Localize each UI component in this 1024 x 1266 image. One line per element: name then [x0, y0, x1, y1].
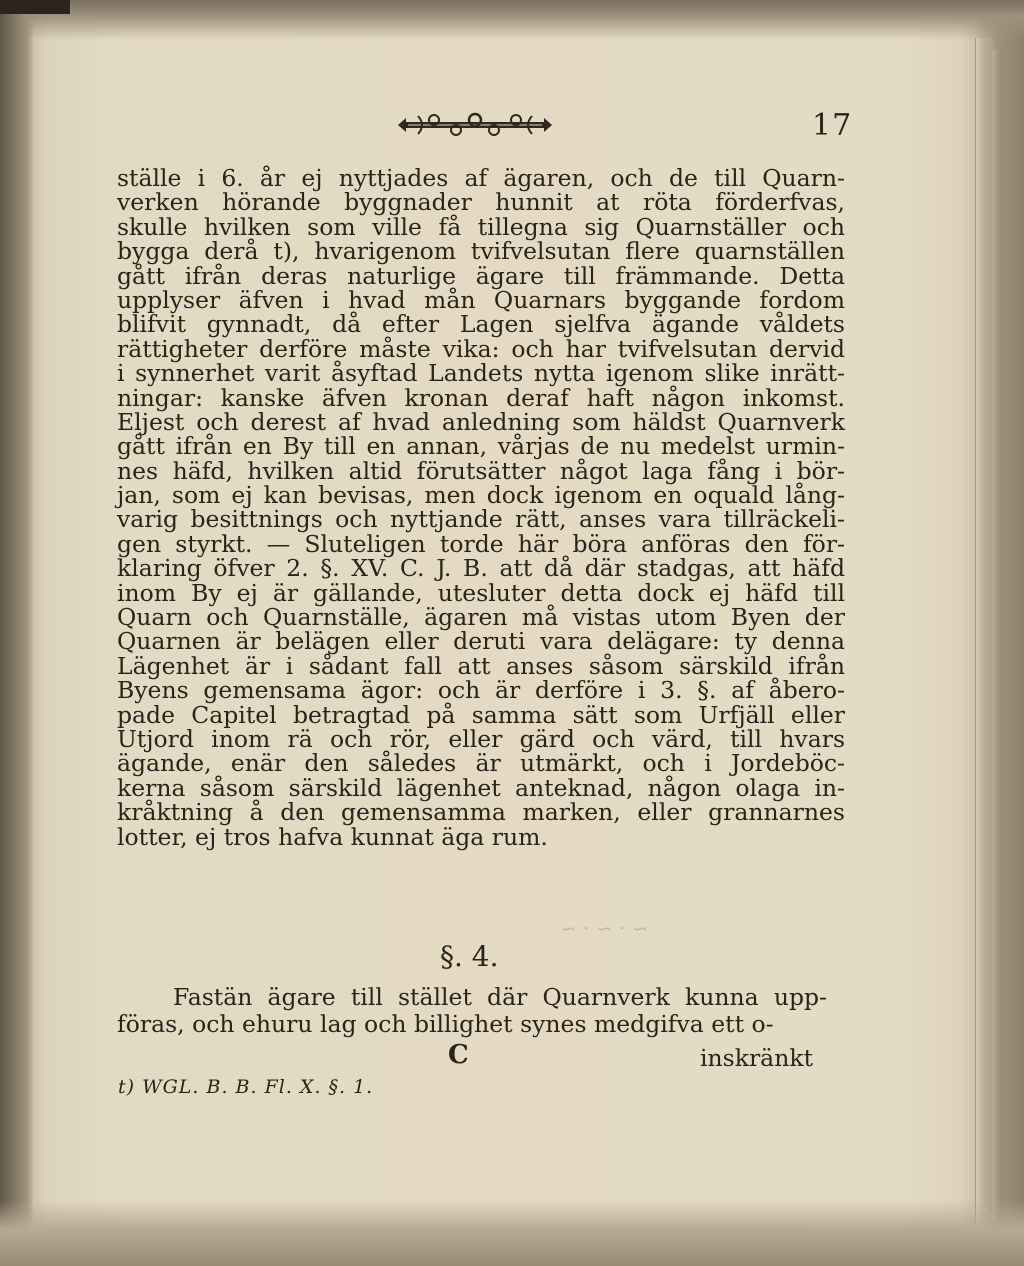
text-line: inom By ej är gällande, utesluter detta dock ej häfd till: [117, 578, 845, 607]
top-shadow: [0, 0, 1024, 40]
text-line: nes häfd, hvilken altid förutsätter något laga fång i bör-: [117, 456, 845, 485]
text-line: i synnerhet varit åsyftad Landets nytta igenom slike inrätt-: [117, 359, 845, 388]
text-line: ställe i 6. år ej nyttjades af ägaren, och de till Quarn-: [117, 164, 845, 192]
main-paragraph: [117, 166, 845, 849]
text-line: kerna såsom särskild lägenhet anteknad, någon olaga in-: [117, 773, 845, 802]
show-through-text: ~ · ~ · ~: [560, 916, 649, 940]
section-heading: §. 4.: [440, 940, 499, 973]
catchword: inskränkt: [700, 1044, 814, 1072]
section-paragraph: [117, 984, 827, 1038]
text-line: varig besittnings och nyttjande rätt, anses vara tillräckeli-: [117, 505, 845, 534]
text-line: gått ifrån en By till en annan, vårjas de nu medelst urmin-: [117, 432, 845, 461]
text-line: verken hörande byggnader hunnit at röta förderfvas,: [117, 188, 845, 217]
text-line: skulle hvilken som ville få tillegna sig Quarnställer och: [117, 212, 845, 241]
text-line: Fastän ägare till stället där Quarnverk kunna upp-: [173, 983, 827, 1011]
text-line: rättigheter derföre måste vika: och har tvifvelsutan dervid: [117, 334, 845, 363]
page-edge-shadow: [992, 50, 1002, 1220]
bottom-shadow: [0, 1200, 1024, 1266]
text-line: upplyser äfven i hvad mån Quarnars byggande fordom: [117, 285, 845, 314]
text-line: Eljest och derest af hvad anledning som häldst Quarnverk: [117, 407, 845, 436]
binding-edge: [0, 0, 34, 1266]
text-line: blifvit gynnadt, då efter Lagen sjelfva ägande våldets: [117, 310, 845, 339]
signature-mark: C: [448, 1040, 469, 1070]
text-line: ningar: kanske äfven kronan deraf haft någon inkomst.: [117, 383, 845, 412]
text-line: Quarn och Quarnställe, ägaren må vistas utom Byen der: [117, 603, 845, 632]
text-line: pade Capitel betragtad på samma sätt som Urfjäll eller: [117, 700, 845, 729]
text-line: ägande, enär den således är utmärkt, och i Jordeböc-: [117, 749, 845, 778]
text-line: Lägenhet är i sådant fall att anses såsom särskild ifrån: [117, 651, 845, 680]
text-line: kråktning å den gemensamma marken, eller grannarnes: [117, 798, 845, 827]
page-number: 17: [812, 108, 853, 143]
text-line: Quarnen är belägen eller deruti vara delägare: ty denna: [117, 627, 845, 656]
text-line: jan, som ej kan bevisas, men dock igenom en oquald lång-: [117, 481, 845, 510]
text-line: Byens gemensama ägor: och är derföre i 3. §. af åbero-: [117, 676, 845, 705]
text-line: föras, och ehuru lag och billighet synes medgifva ett o-: [117, 1010, 774, 1038]
text-line: gen styrkt. — Sluteligen torde här böra anföras den för-: [117, 529, 845, 558]
text-line: Utjord inom rä och rör, eller gärd och värd, till hvars: [117, 724, 845, 753]
footnote: t) WGL. B. B. Fl. X. §. 1.: [118, 1076, 374, 1098]
text-line: klaring öfver 2. §. XV. C. J. B. att då där stadgas, att häfd: [117, 554, 845, 583]
corner-mark: [0, 0, 70, 14]
text-line: lotter, ej tros hafva kunnat äga rum.: [117, 822, 548, 851]
text-line: bygga derå t), hvarigenom tvifvelsutan flere quarnställen: [117, 237, 845, 266]
header-ornament-icon: [398, 112, 552, 138]
text-line: gått ifrån deras naturlige ägare till främmande. Detta: [117, 261, 845, 290]
